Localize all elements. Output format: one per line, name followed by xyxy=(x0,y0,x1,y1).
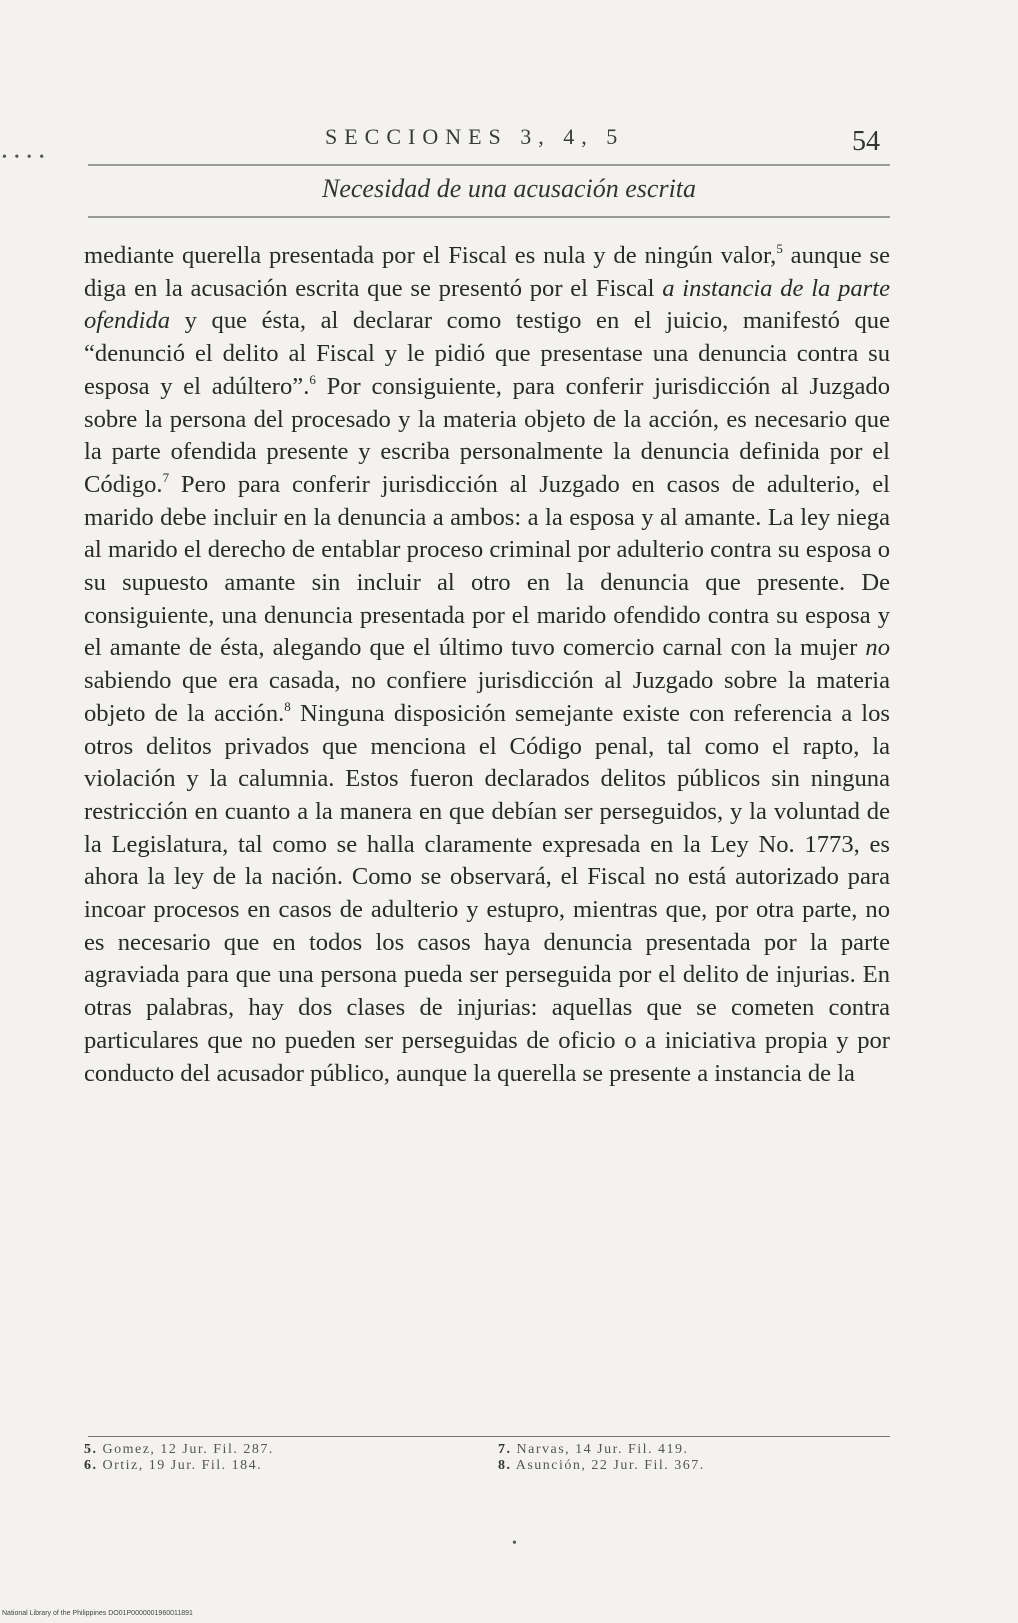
body-segment: sabiendo que era casada, no confiere jurisdicción al Juzgado sobre la materia objeto de la acción. xyxy=(84,667,890,727)
body-paragraph xyxy=(84,240,890,1090)
footnote-text: Narvas, 14 Jur. Fil. 419. xyxy=(516,1442,689,1457)
footnotes-right xyxy=(498,1442,705,1474)
footnote-number: 7. xyxy=(498,1442,512,1457)
footnotes-left xyxy=(84,1442,274,1474)
footnote-ref: 5 xyxy=(776,241,783,256)
library-attribution: National Library of the Philippines DO01P0000001960011891 xyxy=(2,1610,193,1617)
footnote-ref: 6 xyxy=(309,371,316,387)
body-segment: Por consiguiente, para conferir jurisdicción al Juzgado sobre la persona del procesado y la materia objeto de la acción, es necesario que la parte ofendida presente y escriba personalmente la denuncia definida por el Código. xyxy=(84,372,890,498)
body-italic-segment: no xyxy=(865,634,890,662)
body-text xyxy=(84,240,890,1090)
footnote-item xyxy=(84,1458,274,1474)
footnote-item xyxy=(84,1442,274,1458)
body-segment: y que ésta, al declarar como testigo en el juicio, manifestó que “denunció el delito al Fiscal y le pidió que presentase una denuncia contra su esposa y el adúltero”. xyxy=(84,307,890,400)
running-head: SECCIONES 3, 4, 5 xyxy=(325,124,625,149)
footnote-number: 8. xyxy=(498,1458,512,1473)
body-segment: Ninguna disposición semejante existe con referencia a los otros delitos privados que menciona el Código penal, tal como el rapto, la violación y la calumnia. Estos fueron declarados delitos públicos sin ninguna restricción en cuanto a la manera en que debían ser perseguidos, y la voluntad de la Legislatura, tal como se halla claramente expresada en la Ley No. 1773, es ahora la ley de la nación. Como se observará, el Fiscal no está autorizado para incoar procesos en casos de adulterio y estupro, mientras que, por otra parte, no es necesario que en todos los casos haya denuncia presentada por la parte agraviada para que una persona pueda ser perseguida por el delito de injurias. En otras palabras, hay dos clases de injurias: aquellas que se cometen contra particulares que no pueden ser perseguidas de oficio o a iniciativa propia y por conducto del acusador público, aunque la querella se presente a instancia de la xyxy=(84,699,890,1087)
footnote-ref: 8 xyxy=(284,698,291,714)
footnote-ref: 7 xyxy=(162,469,170,485)
footnote-item xyxy=(498,1442,705,1458)
margin-dots: • • • • xyxy=(2,150,47,165)
body-segment: mediante querella presentada por el Fiscal es nula y de ningún valor, xyxy=(84,242,777,269)
section-subtitle: Necesidad de una acusación escrita xyxy=(321,174,697,203)
footnote-text: Ortiz, 19 Jur. Fil. 184. xyxy=(102,1458,263,1473)
subtitle-rule xyxy=(88,216,890,218)
footnote-number: 5. xyxy=(84,1442,98,1457)
body-segment: aunque se diga en la acusación escrita que se presentó por el Fiscal xyxy=(84,242,890,302)
footnote-text: Asunción, 22 Jur. Fil. 367. xyxy=(515,1458,705,1473)
header-rule xyxy=(88,164,890,166)
body-segment: Pero para conferir jurisdicción al Juzgado en casos de adulterio, el marido debe incluir en la denuncia a ambos: a la esposa y al amante. La ley niega al marido el derecho de entablar proceso criminal por adulterio contra su esposa o su supuesto amante sin incluir al otro en la denuncia que presente. De consiguiente, una denuncia presentada por el marido ofendido contra su esposa y el amante de ésta, alegando que el último tuvo comercio carnal con la mujer xyxy=(84,470,890,662)
footnote-item xyxy=(498,1458,705,1474)
body-italic-segment: a instancia de la parte ofendida xyxy=(84,274,890,335)
page-number: 54 xyxy=(852,126,880,157)
footnote-number: 6. xyxy=(84,1458,98,1473)
footnote-rule xyxy=(88,1436,890,1437)
bottom-mark: • xyxy=(512,1536,517,1551)
footnote-text: Gomez, 12 Jur. Fil. 287. xyxy=(102,1442,274,1457)
